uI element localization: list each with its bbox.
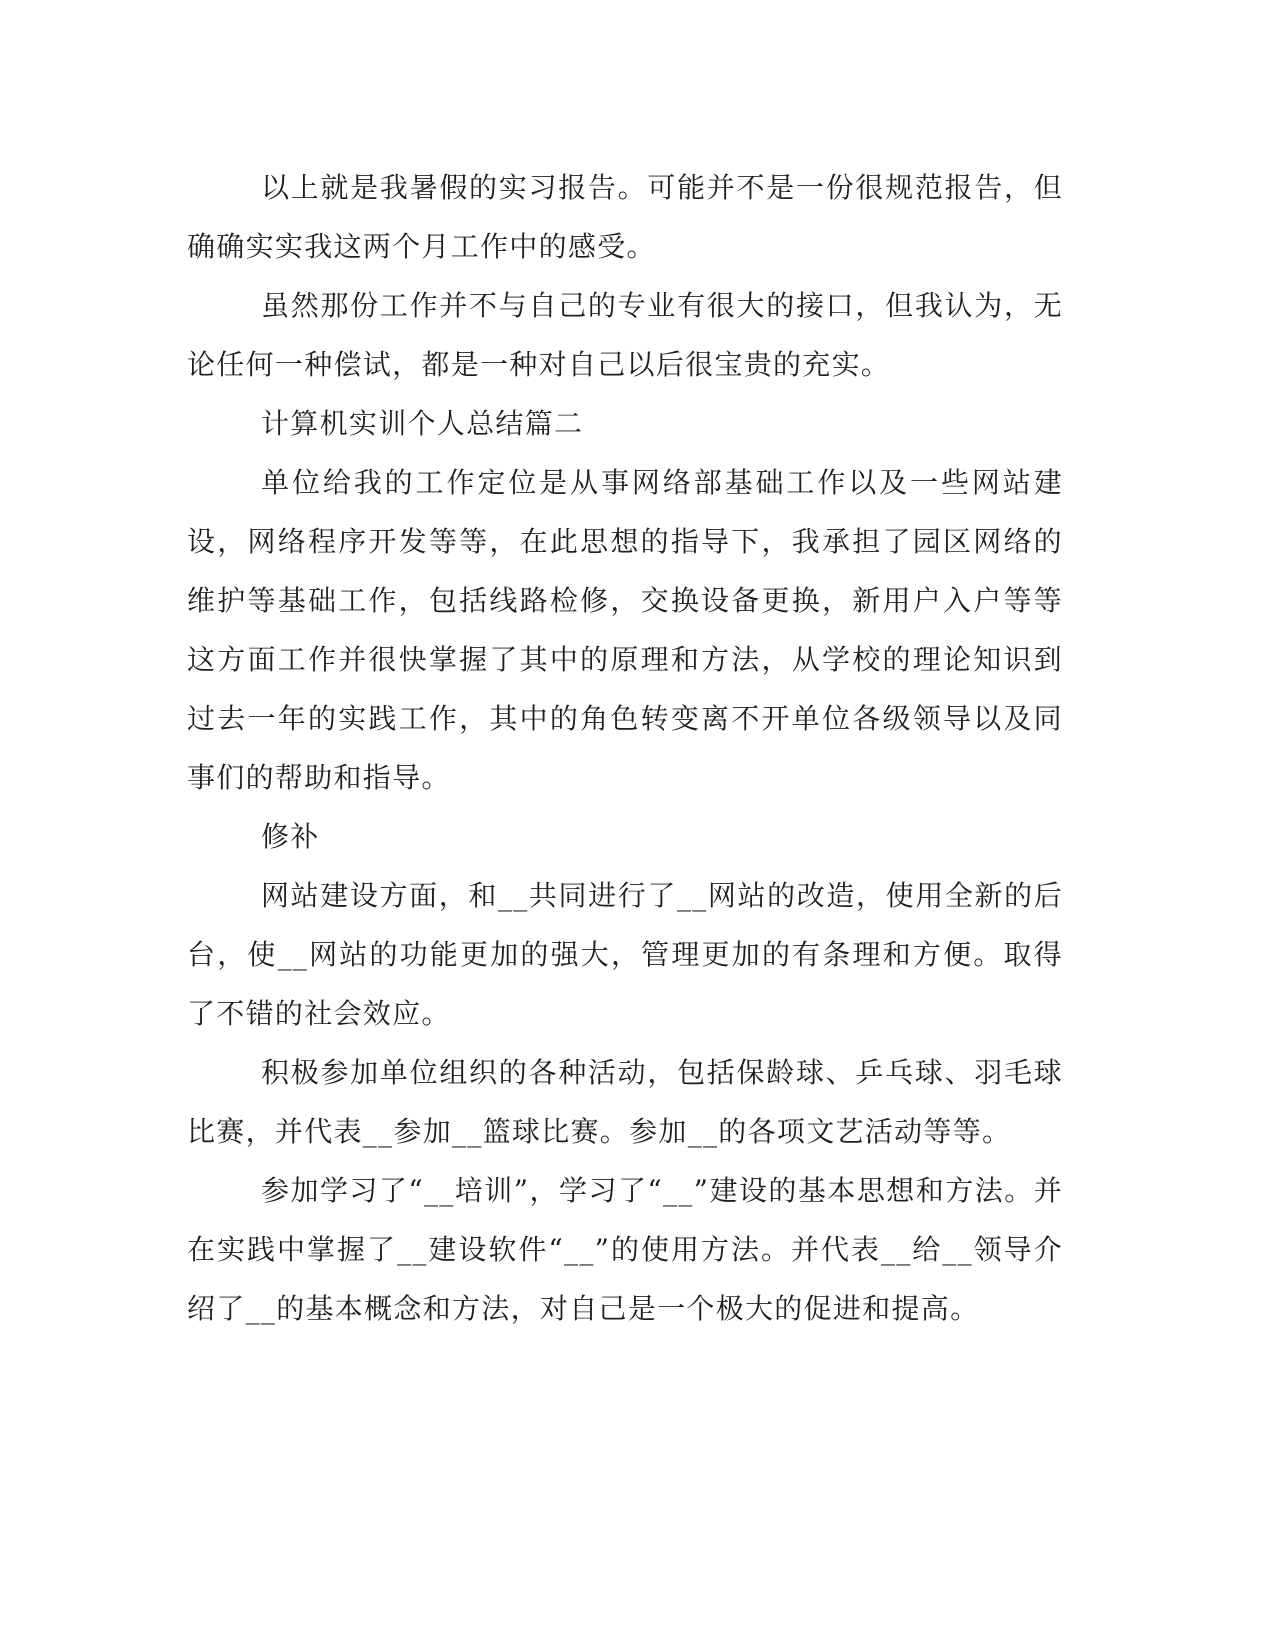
paragraph-summary-reflection: 虽然那份工作并不与自己的专业有很大的接口，但我认为，无论任何一种偿试，都是一种对自己以后很宝贵的充实。 [187, 289, 1063, 381]
paragraph-summary-intro: 以上就是我暑假的实习报告。可能并不是一份很规范报告，但确确实实我这两个月工作中的感受。 [187, 171, 1063, 263]
paragraph-activities: 积极参加单位组织的各种活动，包括保龄球、乒乓球、羽毛球比赛，并代表__参加__篮球比赛。参加__的各项文艺活动等等。 [187, 1056, 1063, 1148]
paragraph-website-construction: 网站建设方面，和__共同进行了__网站的改造，使用全新的后台，使__网站的功能更加的强大，管理更加的有条理和方便。取得了不错的社会效应。 [187, 879, 1063, 1030]
paragraph-repair-label: 修补 [261, 820, 320, 853]
document-body [187, 158, 1063, 1338]
section-heading: 计算机实训个人总结篇二 [261, 407, 584, 440]
paragraph-work-position: 单位给我的工作定位是从事网络部基础工作以及一些网站建设，网络程序开发等等，在此思想的指导下，我承担了园区网络的维护等基础工作，包括线路检修，交换设备更换，新用户入户等等这方面工作并很快掌握了其中的原理和方法，从学校的理论知识到过去一年的实践工作，其中的角色转变离不开单位各级领导以及同事们的帮助和指导。 [187, 466, 1063, 794]
paragraph-training: 参加学习了“__培训”，学习了“__”建设的基本思想和方法。并在实践中掌握了__建设软件“__”的使用方法。并代表__给__领导介绍了__的基本概念和方法，对自己是一个极大的促进和提高。 [187, 1174, 1063, 1325]
